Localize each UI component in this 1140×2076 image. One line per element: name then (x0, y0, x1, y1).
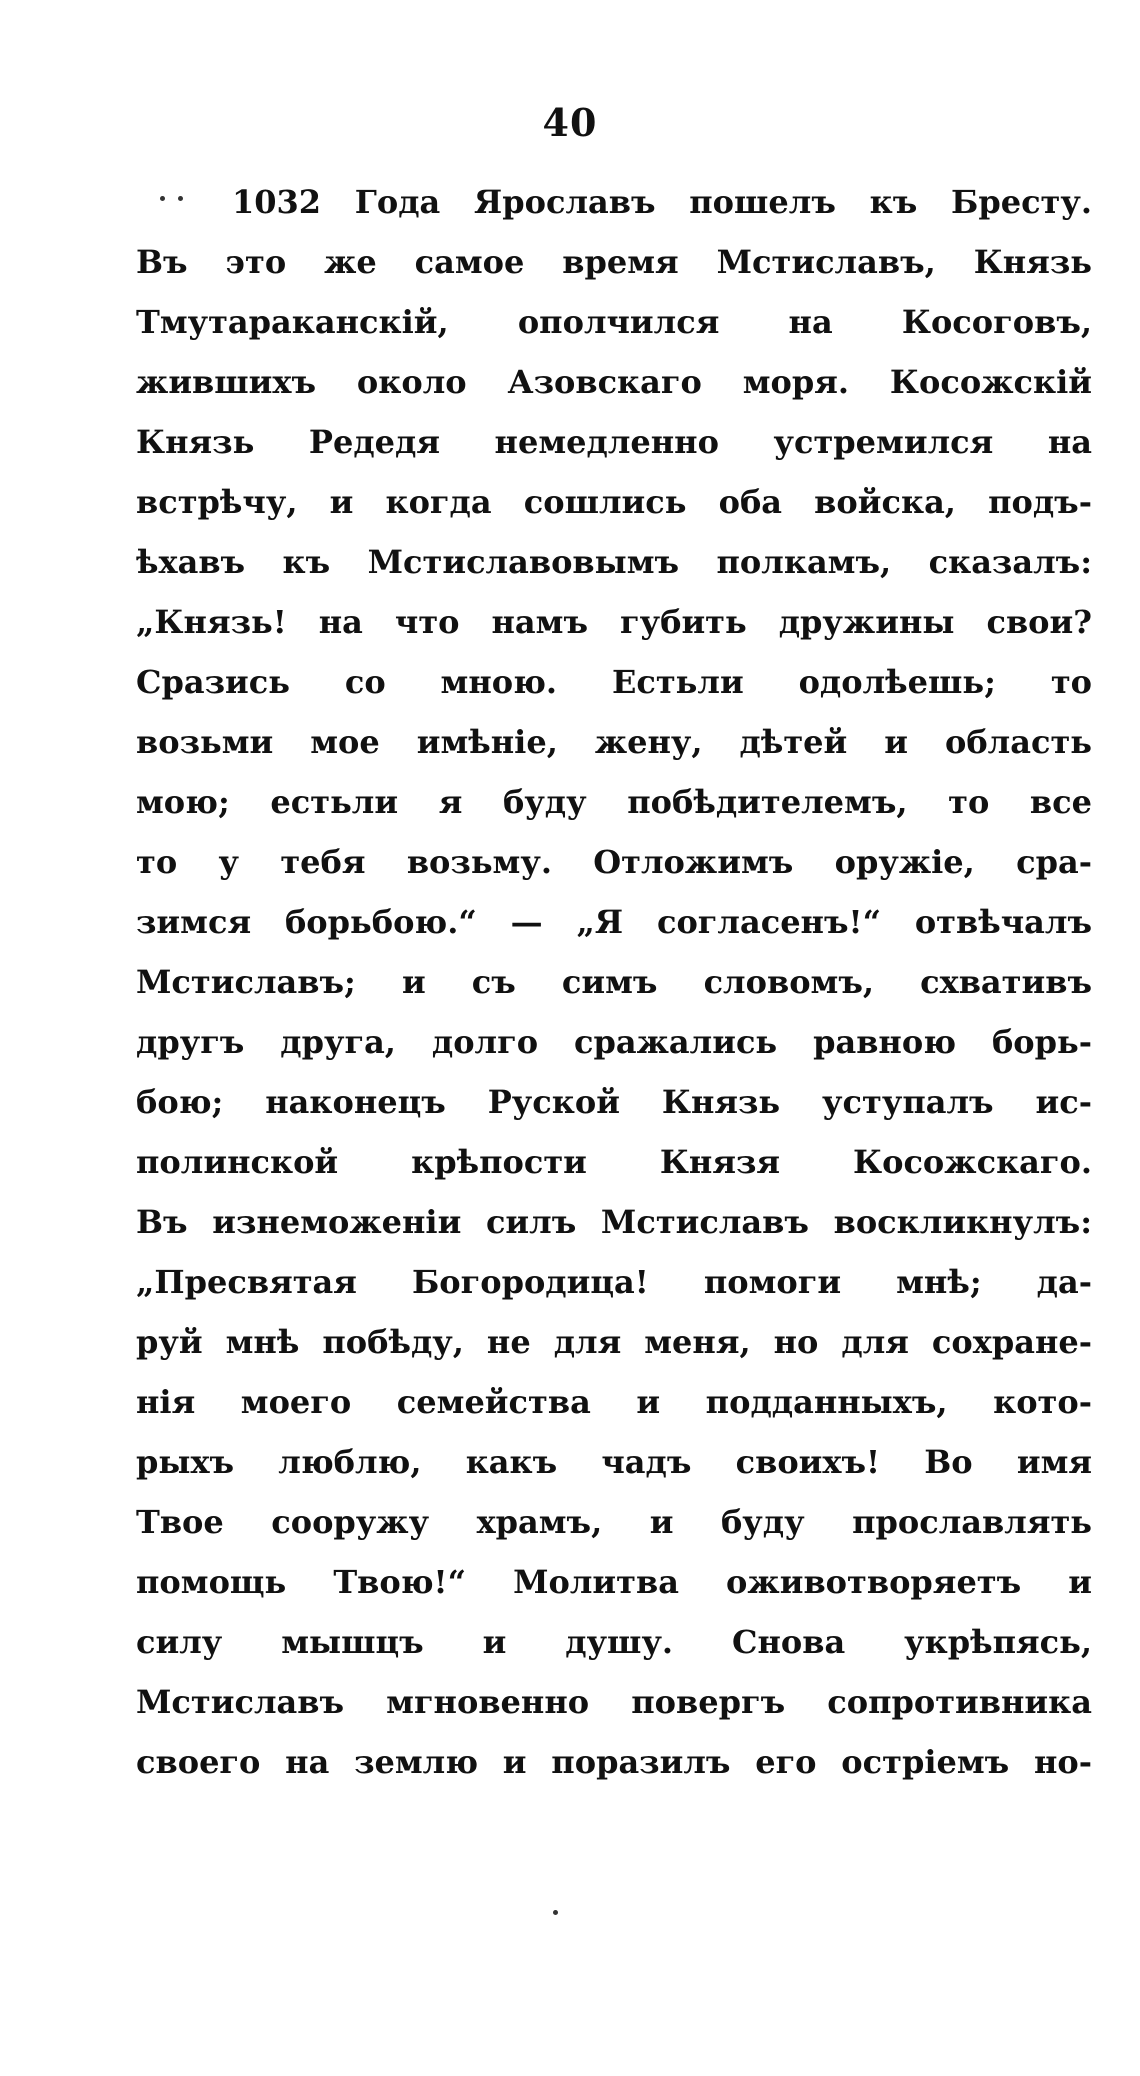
text-line: 1032 Года Ярославъ пошелъ къ Бресту. (232, 183, 1092, 221)
text-line: руй мнѣ побѣду, не для меня, но для сохране- (136, 1323, 1092, 1361)
body-text (136, 172, 1092, 1792)
text-line: „Пресвятая Богородица! помоги мнѣ; да- (136, 1263, 1092, 1301)
print-speck (160, 196, 165, 201)
text-line: зимся борьбою.“ — „Я согласенъ!“ отвѣчалъ (136, 903, 1092, 941)
text-line: другъ друга, долго сражались равною борь- (136, 1023, 1092, 1061)
text-line: Князь Редедя немедленно устремился на (136, 423, 1092, 461)
text-line: встрѣчу, и когда сошлись оба войска, подъ- (136, 483, 1092, 521)
text-line: ѣхавъ къ Мстиславовымъ полкамъ, сказалъ: (136, 543, 1092, 581)
text-line: Сразись со мною. Естьли одолѣешь; то (136, 663, 1092, 701)
text-line: возьми мое имѣніе, жену, дѣтей и область (136, 723, 1092, 761)
text-line: Мстиславъ мгновенно повергъ сопротивника (136, 1683, 1092, 1721)
text-line: жившихъ около Азовскаго моря. Косожскій (136, 363, 1092, 401)
text-line: Въ это же самое время Мстиславъ, Князь (136, 243, 1092, 281)
text-line: полинской крѣпости Князя Косожскаго. (136, 1143, 1092, 1181)
text-line: Въ изнеможеніи силъ Мстиславъ воскликнулъ: (136, 1203, 1092, 1241)
text-line: рыхъ люблю, какъ чадъ своихъ! Во имя (136, 1443, 1092, 1481)
text-line: помощь Твою!“ Молитва оживотворяетъ и (136, 1563, 1092, 1601)
page-number: 40 (542, 100, 598, 145)
text-line: Мстиславъ; и съ симъ словомъ, схвативъ (136, 963, 1092, 1001)
text-line: „Князь! на что намъ губить дружины свои? (136, 603, 1092, 641)
text-line: мою; естьли я буду побѣдителемъ, то все (136, 783, 1092, 821)
text-line: силу мышцъ и душу. Снова укрѣпясь, (136, 1623, 1092, 1661)
text-line: бою; наконецъ Руской Князь уступалъ ис- (136, 1083, 1092, 1121)
print-speck (178, 196, 183, 201)
text-line: Твое сооружу храмъ, и буду прославлять (136, 1503, 1092, 1541)
text-line: то у тебя возьму. Отложимъ оружіе, сра- (136, 843, 1092, 881)
text-line: Тмутараканскій, ополчился на Косоговъ, (136, 303, 1092, 341)
text-line: своего на землю и поразилъ его остріемъ но- (136, 1743, 1092, 1781)
text-line: нія моего семейства и подданныхъ, кото- (136, 1383, 1092, 1421)
print-speck (553, 1910, 558, 1915)
